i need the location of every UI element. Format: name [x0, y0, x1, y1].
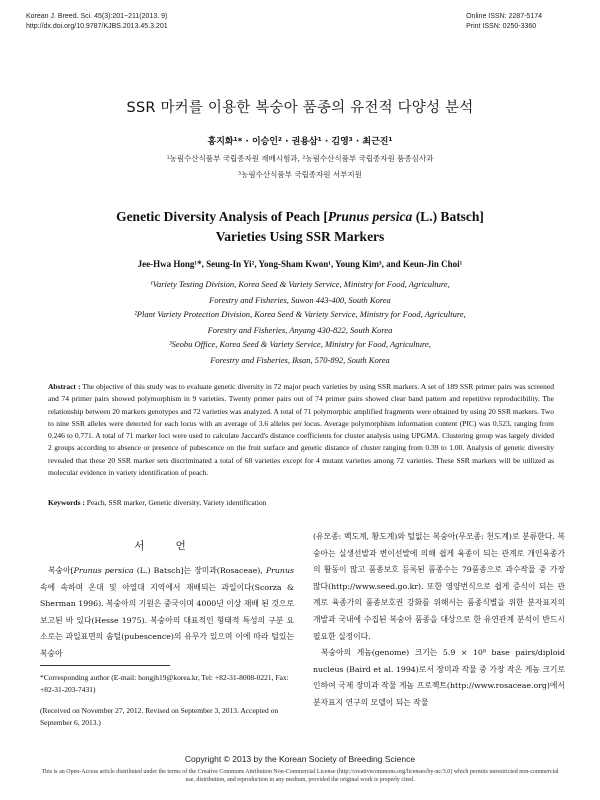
english-title-pre: Genetic Diversity Analysis of Peach [ [116, 209, 328, 224]
journal-header-left [26, 12, 168, 32]
keywords-label: Keywords : [48, 498, 85, 507]
affiliation-2-line-1: ²Plant Variety Protection Division, Korea Seed & Variety Service, Ministry for Food, Agriculture, [134, 309, 466, 319]
abstract-label: Abstract : [48, 382, 81, 391]
introduction-heading: 서 언 [134, 540, 200, 552]
english-title-italic: Prunus persica [327, 209, 413, 224]
korean-authors: 홍지화¹* · 이승인² · 권용삼¹ · 김영³ · 최근진¹ [207, 137, 393, 147]
english-title-post: (L.) Batsch] [412, 209, 484, 224]
right-column [313, 529, 565, 712]
korean-title: SSR 마커를 이용한 복숭아 품종의 유전적 다양성 분석 [126, 100, 474, 116]
journal-citation: Korean J. Breed. Sci. 45(3):201~211(2013. 9) [26, 13, 168, 20]
intro-paragraph-1 [40, 563, 294, 663]
korean-affiliation-2: ³농림수산식품부 국립종자원 서부지원 [238, 170, 362, 179]
intro-paragraph-2: 복숭아의 게놈(genome) 크기는 5.9 × 10⁸ base pairs/diploid nucleus (Baird et al. 1994)로서 장미과 작물 중 가장 작은 게놈 크기로 인하여 국제 장미과 작물 게놈 프로젝트(http://www.rosaceae.org)에서 분자표지 연구의 모델이 되는 작물 [313, 648, 565, 707]
affiliation-2-line-2: Forestry and Fisheries, Anyang 430-822, South Korea [207, 324, 393, 335]
affiliation-3-line-2: Forestry and Fisheries, Iksan, 570-892, South Korea [210, 354, 390, 365]
abstract [48, 381, 554, 479]
online-issn: Online ISSN: 2287-5174 [466, 13, 542, 20]
abstract-text: The objective of this study was to evaluate genetic diversity in 72 major peach varieties by using SSR markers. A set of 189 SSR primer pairs was screened and 74 primer pairs showed polymorphism in 9 varieties. Twenty primer pairs out of 74 primer pairs showed clear band pattern and repetitive reproducibility. The relationship between 20 markers genotypes and 72 varieties was analyzed. A total of 71 polymorphic amplified fragments were obtained by using 20 SSR markers. Two to nine SSR alleles were detected for each locus with an average of 3.6 alleles per locus. Average polymorphism information content (PIC) was 0.523, ranging from 0.246 to 0.771. A total of 71 marker loci were used to calculate Jaccard's distance coefficients for cluster analysis using UPGMA. Clustering group was largely divided 2 groups according to absence or presence of pubescence on the fruit surface and genetic distance of cluster ranging from 0.39 to 1.00. Analysis of genetic diversity revealed that these 20 SSR marker sets discriminated a total of 68 varieties except for 4 mutant varieties among 72 varieties. These SSR markers will be utilized as molecular evidence in variety identification of peach. [48, 382, 554, 478]
intro-text-a: 복숭아[ [48, 566, 74, 575]
affiliation-1-line-1: ¹Variety Testing Division, Korea Seed & Variety Service, Ministry for Food, Agriculture, [150, 279, 450, 289]
affiliation-3-line-1: ³Seobu Office, Korea Seed & Variety Service, Ministry for Food, Agriculture, [169, 339, 431, 349]
english-affiliation-3 [0, 337, 600, 368]
copyright-line: Copyright © 2013 by the Korean Society of Breeding Science [184, 754, 416, 764]
affiliation-1-line-2: Forestry and Fisheries, Suwon 443-400, South Korea [209, 294, 391, 305]
doi-link[interactable]: http://dx.doi.org/10.9787/KJBS.2013.45.3.201 [26, 23, 168, 30]
english-affiliation-2 [0, 307, 600, 338]
intro-paragraph-1-cont: (유모종: 백도계, 황도계)와 털없는 복숭아(무모종: 천도계)로 분류한다. 복숭아는 실생선발과 변이선발에 의해 쉽게 육종이 되는 관계로 개인육종가의 활동이 많고 품종보호 등록된 품종수는 79품종으로 과수작물 중 가장 많다(http://www.seed.go.kr). 또한 영양번식으로 쉽게 증식이 되는 관계로 육종가의 품종보호권 강화를 위해서는 품종식별을 위한 분자표지의 개발과 국내에 수집된 복숭아 품종을 대상으로 한 유연관계 분석이 반드시 필요한 실정이다. [313, 532, 565, 641]
footnote-rule [40, 665, 170, 666]
korean-affiliation-1: ¹농림수산식품부 국립종자원 재배시험과, ²농림수산식품부 국립종자원 품종심사과 [166, 154, 434, 163]
keywords-text: Peach, SSR marker, Genetic diversity, Variety identification [86, 498, 267, 507]
corresponding-author-note: *Corresponding author (E-mail: hongjh19@korea.kr, Tel: +82-31-8008-0221, Fax: +82-31-203-7431) [40, 673, 289, 694]
left-column [40, 563, 294, 663]
print-issn: Print ISSN: 0250-3360 [466, 23, 537, 30]
keywords [48, 498, 554, 507]
english-authors: Jee-Hwa Hong¹*, Seung-In Yi², Yong-Sham Kwon¹, Young Kim³, and Keun-Jin Choi¹ [137, 259, 463, 269]
species-name: Prunus persica [73, 566, 134, 575]
genus-name: Prunus [265, 566, 294, 575]
intro-text-b: (L.) Batsch]는 장미과(Rosaceae), [133, 566, 266, 575]
intro-text-c: 속에 속하며 온대 및 아열대 지역에서 재배되는 과일이다(Scorza & Sherman 1996). 복숭아의 기원은 중국이며 4000년 이상 재배 된 것으로 보고된 바 있다(Hesse 1975). 복숭아의 대표적인 형태적 특성의 구분 요소로는 과일표면의 솜털(pubescence)의 유무가 있으며 이에 따라 털있는 복숭아 [40, 582, 294, 658]
journal-header-right [466, 12, 542, 32]
english-title-line2: Varieties Using SSR Markers [215, 229, 385, 244]
license-text: This is an Open-Access article distributed under the terms of the Creative Commons Attribution Non-Commercial License (http://creativecommons.org/licenses/by-nc/3.0) which permits unrestricted non-commercial use, distribution, and reproduction in any medium, provided the original work is properly cited. [41, 769, 559, 783]
english-title [0, 207, 600, 247]
english-affiliation-1 [0, 277, 600, 308]
received-dates-note: (Received on November 27, 2012. Revised on September 3, 2013. Accepted on September 6, 2013.) [40, 706, 279, 727]
